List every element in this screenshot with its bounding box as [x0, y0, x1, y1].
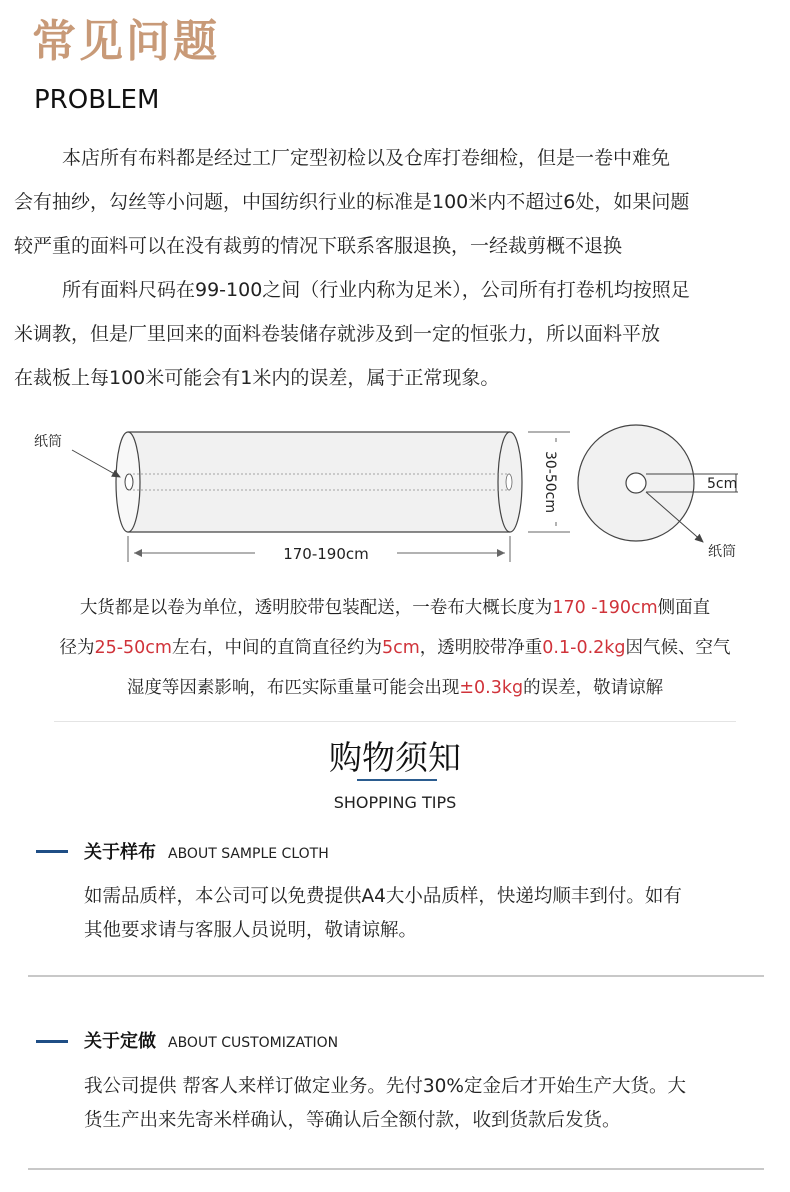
note-line-1: 大货都是以卷为单位，透明胶带包装配送，一卷布大概长度为170 -190cm侧面直 [79, 598, 711, 618]
problem-line: 在裁板上每100米可能会有1米内的误差，属于正常现象。 [14, 367, 500, 389]
label-diameter: 30-50cm [542, 450, 558, 514]
shopping-title-underline [357, 779, 437, 781]
section-subtitle: ABOUT CUSTOMIZATION [168, 1035, 339, 1051]
note-line-2: 径为25-50cm左右，中间的直筒直径约为5cm，透明胶带净重0.1-0.2kg因气候、空气 [59, 638, 731, 658]
label-core-diameter: 5cm [707, 476, 738, 492]
length-dimension [128, 536, 510, 563]
label-length: 170-190cm [283, 545, 369, 563]
section-bar [36, 1040, 68, 1043]
tube-left-pointer [34, 434, 120, 477]
section-divider [28, 975, 764, 977]
highlight-weight: 0.1-0.2kg [542, 638, 626, 658]
problem-line: 较严重的面料可以在没有裁剪的情况下联系客服退换，一经裁剪概不退换 [14, 235, 623, 257]
label-tube-right: 纸筒 [708, 544, 736, 560]
fabric-roll-diagram [0, 412, 790, 582]
section-subtitle: ABOUT SAMPLE CLOTH [168, 846, 329, 862]
highlight-diameter: 25-50cm [94, 638, 172, 658]
problem-line: 米调教，但是厂里回来的面料卷装储存就涉及到一定的恒张力，所以面料平放 [14, 323, 661, 345]
section-title-sample: 关于样布 ABOUT SAMPLE CLOTH [84, 842, 329, 863]
shopping-title: 购物须知 [329, 738, 461, 777]
problem-line: 会有抽纱，勾丝等小问题，中国纺织行业的标准是100米内不超过6处，如果问题 [14, 191, 690, 213]
page-title: 常见问题 [32, 16, 220, 67]
section-divider [28, 1168, 764, 1170]
roll-spec-note [0, 588, 790, 708]
shopping-subtitle: SHOPPING TIPS [333, 793, 457, 812]
section-title-customization: 关于定做 ABOUT CUSTOMIZATION [84, 1031, 339, 1052]
section-body-sample: 如需品质样，本公司可以免费提供A4大小品质样，快递均顺丰到付。如有 其他要求请与客服人员说明，敬请谅解。 [84, 886, 682, 941]
diameter-dimension [528, 432, 570, 532]
page-subtitle: PROBLEM [34, 85, 160, 115]
divider [54, 721, 736, 722]
highlight-tolerance: ±0.3kg [459, 678, 524, 698]
note-line-3: 湿度等因素影响，布匹实际重量可能会出现±0.3kg的误差，敬请谅解 [126, 678, 664, 698]
roll-side-view [116, 432, 522, 532]
highlight-core: 5cm [381, 638, 420, 658]
roll-end-view [578, 425, 738, 560]
problem-line: 本店所有布料都是经过工厂定型初检以及仓库打卷细检，但是一卷中难免 [62, 147, 671, 169]
problem-line: 所有面料尺码在99-100之间（行业内称为足米），公司所有打卷机均按照足 [62, 279, 690, 301]
section-body-customization: 我公司提供 帮客人来样订做定业务。先付30%定金后才开始生产大货。大 货生产出来先寄米样确认，等确认后全额付款，收到货款后发货。 [84, 1076, 687, 1131]
highlight-length: 170 -190cm [552, 598, 658, 618]
section-bar [36, 850, 68, 853]
problem-paragraph-1 [14, 136, 780, 268]
problem-paragraph-2 [14, 268, 780, 400]
label-tube-left: 纸筒 [34, 434, 62, 450]
